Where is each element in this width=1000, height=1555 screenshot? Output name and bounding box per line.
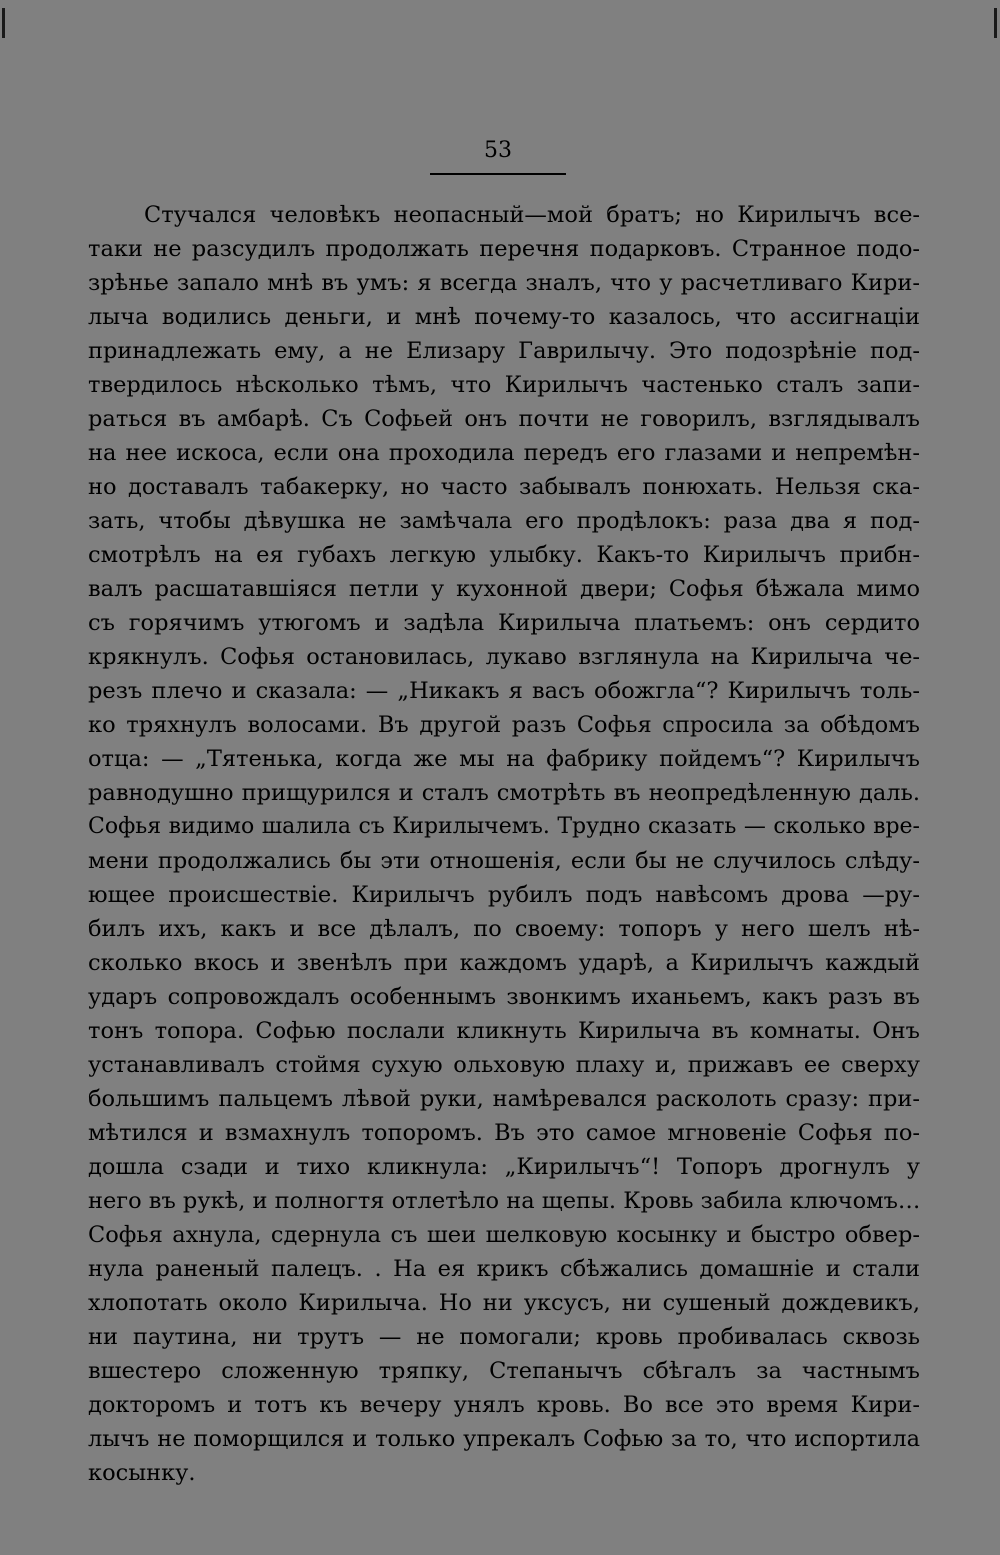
text-line: ющее происшествіе. Кирилычъ рубилъ подъ навѣсомъ дрова —ру- <box>88 882 920 908</box>
text-line: равнодушно прищурился и сталъ смотрѣть въ неопредѣленную даль. <box>88 780 920 806</box>
page-number: 53 <box>484 138 512 163</box>
text-line: него въ рукѣ, и полногтя отлетѣло на щепы. Кровь забила ключомъ… <box>88 1188 920 1214</box>
text-line: лычъ не поморщился и только упрекалъ Софью за то, что испортила <box>88 1426 920 1452</box>
body-text <box>88 198 920 1490</box>
text-line: Стучался человѣкъ неопасный—мой братъ; но Кирилычъ все- <box>144 202 920 228</box>
text-line: лыча водились деньги, и мнѣ почему-то казалось, что ассигнаціи <box>88 304 920 330</box>
text-line: крякнулъ. Софья остановилась, лукаво взглянула на Кирилыча че- <box>88 644 920 670</box>
text-line: сколько вкось и звенѣлъ при каждомъ ударѣ, а Кирилычъ каждый <box>88 950 920 976</box>
text-line: билъ ихъ, какъ и все дѣлалъ, по своему: топоръ у него шелъ нѣ- <box>88 916 920 942</box>
text-line: съ горячимъ утюгомъ и задѣла Кирилыча платьемъ: онъ сердито <box>88 610 920 636</box>
text-line: ни паутина, ни трутъ — не помогали; кровь пробивалась сквозь <box>88 1324 920 1350</box>
text-line: резъ плечо и сказала: — „Никакъ я васъ обожгла“? Кирилычъ толь- <box>88 678 920 704</box>
text-line: на нее искоса, если она проходила передъ его глазами и непремѣн- <box>88 440 920 466</box>
page-number-rule <box>430 173 566 175</box>
text-line: твердилось нѣсколько тѣмъ, что Кирилычъ частенько сталъ запи- <box>88 372 920 398</box>
text-line: таки не разсудилъ продолжать перечня подарковъ. Странное подо- <box>88 236 920 262</box>
text-line: косынку. <box>88 1460 196 1486</box>
text-line: ударъ сопровождалъ особеннымъ звонкимъ иханьемъ, какъ разъ въ <box>88 984 920 1010</box>
text-line: зать, чтобы дѣвушка не замѣчала его продѣлокъ: раза два я под- <box>88 508 920 534</box>
text-line: принадлежать ему, а не Елизару Гаврилычу. Это подозрѣніе под- <box>88 338 920 364</box>
scan-edge-mark <box>2 8 5 38</box>
text-line: хлопотать около Кирилыча. Но ни уксусъ, ни сушеный дождевикъ, <box>88 1290 920 1316</box>
text-line: смотрѣлъ на ея губахъ легкую улыбку. Какъ-то Кирилычъ прибн- <box>88 542 920 568</box>
text-line: Софья ахнула, сдернула съ шеи шелковую косынку и быстро обвер- <box>88 1222 920 1248</box>
text-line: но доставалъ табакерку, но часто забывалъ понюхать. Нельзя ска- <box>88 474 920 500</box>
text-line: отца: — „Тятенька, когда же мы на фабрику пойдемъ“? Кирилычъ <box>88 746 920 772</box>
scan-edge-mark <box>994 8 997 38</box>
text-line: ко тряхнулъ волосами. Въ другой разъ Софья спросила за обѣдомъ <box>88 712 920 738</box>
text-line: докторомъ и тотъ къ вечеру унялъ кровь. Во все это время Кири- <box>88 1392 920 1418</box>
text-line: большимъ пальцемъ лѣвой руки, намѣревался расколоть сразу: при- <box>88 1086 920 1112</box>
text-line: устанавливалъ стоймя сухую ольховую плаху и, прижавъ ее сверху <box>88 1052 920 1078</box>
text-line: мѣтился и взмахнулъ топоромъ. Въ это самое мгновеніе Софья по- <box>88 1120 920 1146</box>
text-line: мени продолжались бы эти отношенія, если бы не случилось слѣду- <box>88 848 920 874</box>
text-line: вшестеро сложенную тряпку, Степанычъ сбѣгалъ за частнымъ <box>88 1358 920 1384</box>
text-line: нула раненый палецъ. . На ея крикъ сбѣжались домашніе и стали <box>88 1256 920 1282</box>
text-line: Софья видимо шалила съ Кирилычемъ. Трудно сказать — сколько вре- <box>88 814 920 839</box>
text-line: дошла сзади и тихо кликнула: „Кирилычъ“! Топоръ дрогнулъ у <box>88 1154 920 1180</box>
text-line: раться въ амбарѣ. Съ Софьей онъ почти не говорилъ, взглядывалъ <box>88 406 920 432</box>
text-line: валъ расшатавшіяся петли у кухонной двери; Софья бѣжала мимо <box>88 576 920 602</box>
text-line: тонъ топора. Софью послали кликнуть Кирилыча въ комнаты. Онъ <box>88 1018 920 1044</box>
text-line: зрѣнье запало мнѣ въ умъ: я всегда зналъ, что у расчетливаго Кири- <box>88 270 920 296</box>
